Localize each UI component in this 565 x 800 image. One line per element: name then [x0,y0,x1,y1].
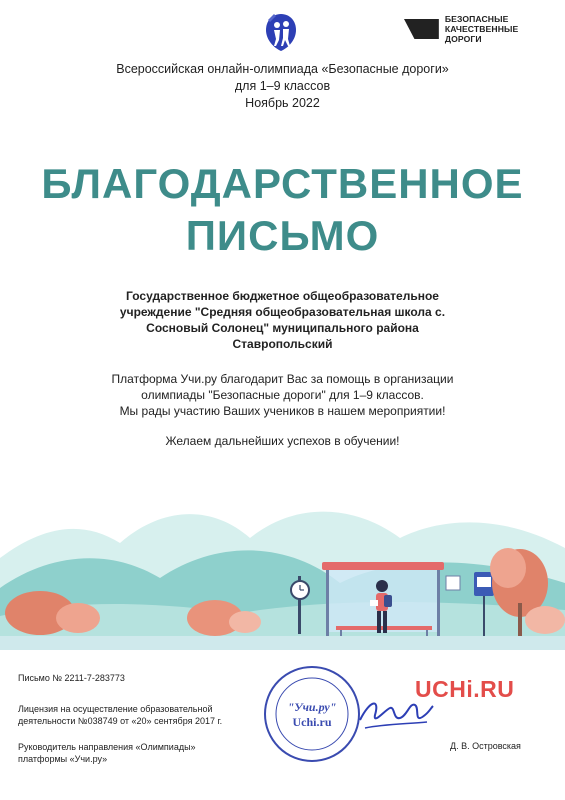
safe-roads-line2: КАЧЕСТВЕННЫЕ ДОРОГИ [444,24,519,44]
signer-name: Д. В. Островская [450,741,521,751]
olympiad-logo-icon [264,12,298,52]
recipient-line3: Сосновый Солонец" муниципального района [146,321,419,335]
olympiad-name: Всероссийская онлайн-олимпиада «Безопасные дороги» [116,62,449,76]
message-line3: Мы рады участию Ваших учеников в нашем мероприятии! [119,404,446,418]
license-info [18,703,253,727]
national-projects-mark-icon [404,19,439,39]
message-line1: Платформа Учи.ру благодарит Вас за помощь в организации [111,372,454,386]
thanks-message [0,371,565,419]
olympiad-info [0,61,565,112]
stamp-text-2: Uchi.ru [292,715,332,729]
recipient-line1: Государственное бюджетное общеобразовательное [126,289,439,303]
director-line1: Руководитель направления «Олимпиады» [18,742,196,752]
olympiad-date: Ноябрь 2022 [245,96,320,110]
recipient-line4: Ставропольский [232,337,333,351]
title-line2: ПИСЬМО [185,212,380,259]
bus-stop-illustration [0,498,565,650]
director-title [18,741,243,765]
recipient-line2: учреждение "Средняя общеобразовательная школа с. [119,305,446,319]
safe-roads-line1: БЕЗОПАСНЫЕ [444,14,509,24]
title-line1: БЛАГОДАРСТВЕННОЕ [41,160,524,207]
recipient-name [100,288,465,352]
official-stamp [262,664,362,764]
olympiad-grades: для 1–9 классов [234,79,331,93]
stamp-text-1: "Учи.ру" [287,700,337,714]
license-line1: Лицензия на осуществление образовательной [18,704,213,714]
uchi-brand-logo: UCHi.RU [415,676,515,702]
page-title [0,158,565,262]
wish-text: Желаем дальнейших успехов в обучении! [165,434,400,448]
safe-roads-logo [404,14,554,44]
message-line2: олимпиады "Безопасные дороги" для 1–9 классов. [141,388,424,402]
letter-number: Письмо № 2211-7-283773 [18,673,125,683]
director-line2: платформы «Учи.ру» [18,754,108,764]
license-line2: деятельности №038749 от «20» сентября 2017 г. [18,716,223,726]
